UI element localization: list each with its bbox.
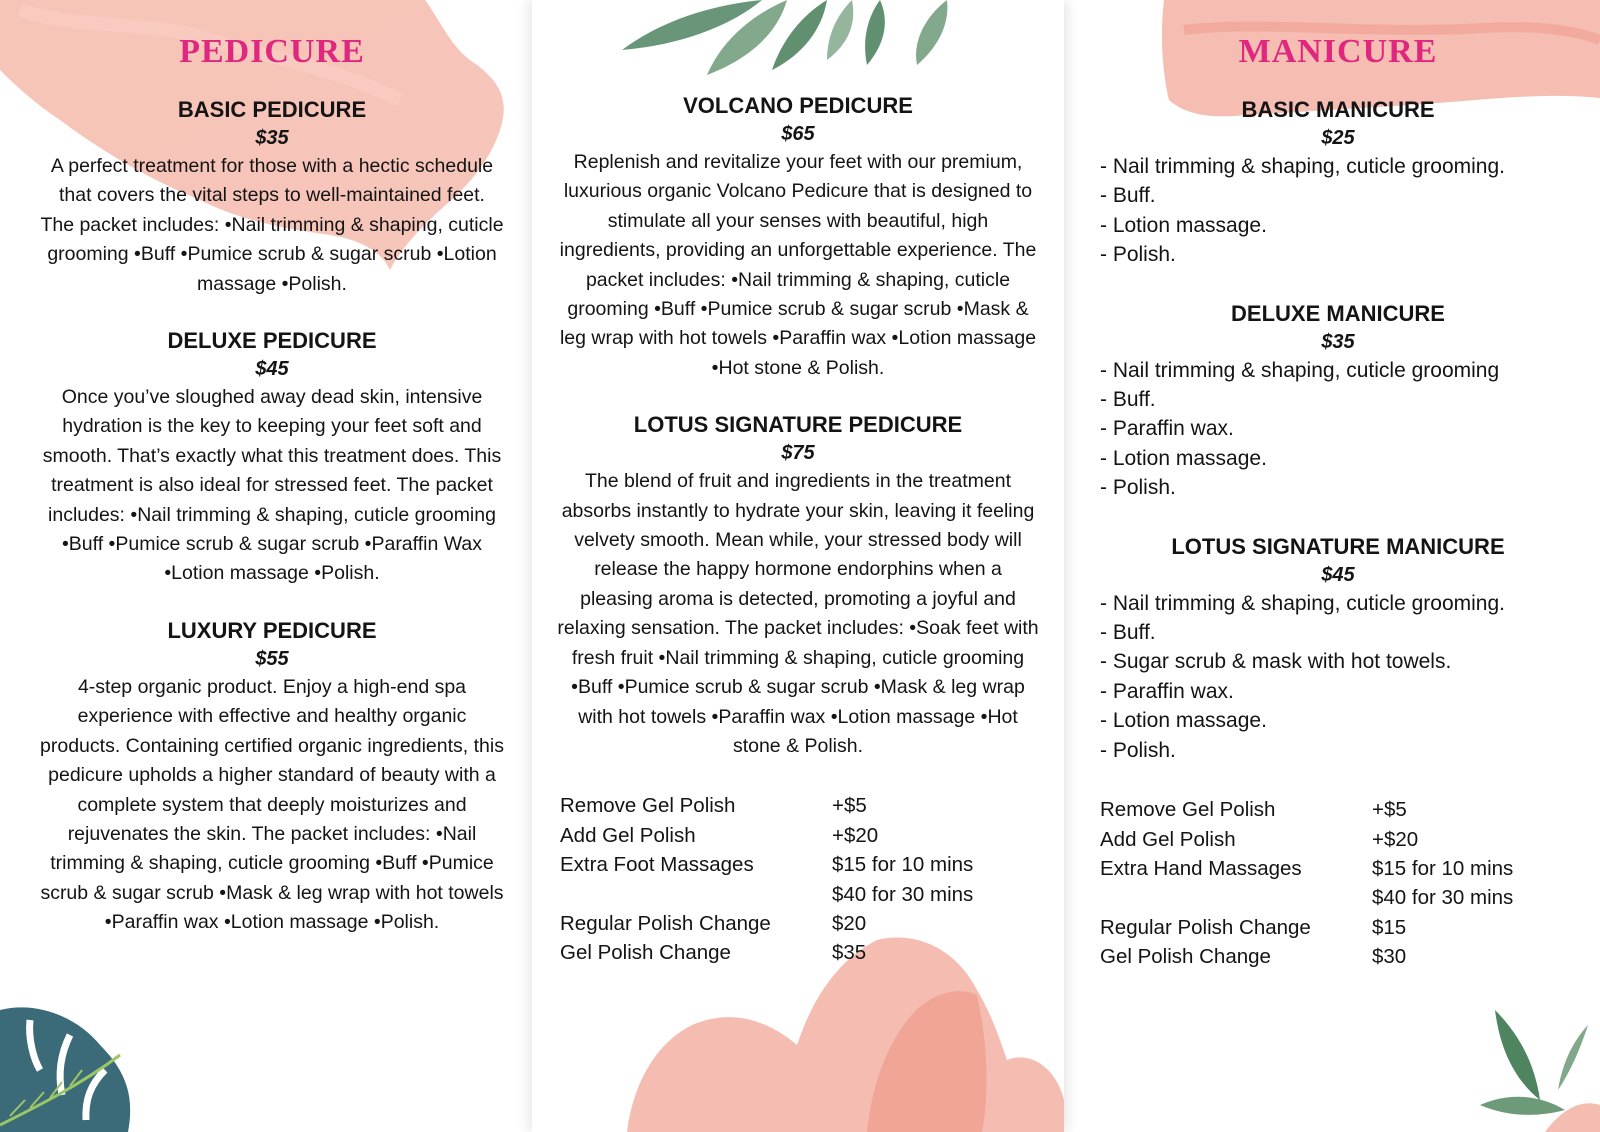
service-basic-pedicure: [40, 96, 504, 299]
addon-label: Remove Gel Polish: [1100, 798, 1276, 822]
service-step: - Buff.: [1100, 184, 1156, 208]
service-price: $45: [255, 358, 289, 381]
service-step: - Lotion massage.: [1100, 213, 1267, 237]
service-name: DELUXE PEDICURE: [167, 328, 377, 354]
service-name: VOLCANO PEDICURE: [683, 93, 913, 118]
section-title-pedicure: PEDICURE: [179, 33, 365, 70]
addon-row: [1100, 854, 1576, 883]
service-steps: [1100, 589, 1576, 765]
addon-label: Gel Polish Change: [560, 941, 731, 965]
addon-price: $35: [832, 941, 867, 965]
service-step: - Buff.: [1100, 388, 1156, 412]
addon-row: [560, 821, 1040, 850]
addon-row: [560, 880, 1040, 909]
section-title-manicure: MANICURE: [1238, 33, 1438, 70]
addon-row: [560, 791, 1040, 820]
addon-row: [1100, 913, 1576, 942]
service-step: - Lotion massage.: [1100, 446, 1267, 470]
addon-row: [1100, 942, 1576, 971]
addon-label: Add Gel Polish: [560, 823, 696, 847]
service-volcano-pedicure: [556, 92, 1040, 383]
service-step: - Polish.: [1100, 738, 1176, 762]
service-price: $25: [1321, 127, 1355, 149]
addon-label: Regular Polish Change: [560, 911, 771, 935]
service-basic-manicure: [1100, 96, 1576, 270]
service-deluxe-manicure: [1100, 300, 1576, 503]
olive-leaves-icon: [1470, 1010, 1600, 1132]
monstera-leaf-icon: [0, 1000, 140, 1132]
addon-list: [556, 791, 1040, 967]
service-step: - Sugar scrub & mask with hot towels.: [1100, 650, 1452, 674]
service-price: $55: [255, 647, 289, 670]
service-price: $35: [255, 127, 289, 149]
middle-panel: [532, 0, 1064, 1132]
addon-label: Extra Foot Massages: [560, 853, 754, 877]
service-step: - Paraffin wax.: [1100, 417, 1234, 441]
addon-price: +$5: [832, 794, 867, 818]
service-step: - Polish.: [1100, 476, 1176, 500]
addon-price: $30: [1372, 945, 1407, 969]
addon-price: $40 for 30 mins: [1372, 886, 1514, 910]
addon-label: Add Gel Polish: [1100, 827, 1236, 851]
manicure-panel: [1064, 0, 1600, 1132]
olive-leaves-icon: [612, 0, 972, 80]
service-description: A perfect treatment for those with a hectic schedule that covers the vital steps to well-maintained feet. The packet includes: •Nail trimming & shaping, cuticle grooming •Buff •Pumice scrub & sugar scrub •Lotion massage •Polish.: [40, 155, 504, 295]
service-price: $35: [1321, 330, 1355, 353]
service-description: The blend of fruit and ingredients in the treatment absorbs instantly to hydrate your skin, leaving it feeling velvety smooth. Mean while, your stressed body will release the happy hormone endorphins when a pleasing aroma is detected, promoting a joyful and relaxing sensation. The packet includes: •Soak feet with fresh fruit •Nail trimming & shaping, cuticle grooming •Buff •Pumice scrub & sugar scrub •Mask & leg wrap with hot towels •Paraffin wax •Lotion massage •Hot stone & Polish.: [557, 470, 1039, 757]
addon-label: [1100, 883, 1372, 912]
service-lotus-signature-pedicure: [556, 411, 1040, 761]
service-steps: [1100, 356, 1576, 503]
addon-label: Extra Hand Massages: [1100, 856, 1302, 880]
addon-price: +$20: [832, 823, 879, 847]
addon-label: Gel Polish Change: [1100, 945, 1271, 969]
addon-price: $15 for 10 mins: [832, 853, 974, 877]
service-price: $65: [781, 123, 815, 145]
addon-list: [1100, 795, 1576, 971]
addon-price: +$20: [1372, 827, 1419, 851]
service-name: BASIC MANICURE: [1241, 97, 1435, 122]
addon-price: $15 for 10 mins: [1372, 856, 1514, 880]
middle-content: [556, 92, 1040, 968]
manicure-content: [1100, 32, 1576, 972]
service-name: DELUXE MANICURE: [1231, 300, 1445, 326]
service-step: - Lotion massage.: [1100, 709, 1267, 733]
service-name: BASIC PEDICURE: [177, 97, 367, 122]
addon-label: [560, 880, 832, 909]
addon-row: [560, 850, 1040, 879]
service-step: - Buff.: [1100, 621, 1156, 645]
service-luxury-pedicure: [40, 617, 504, 938]
addon-row: [1100, 795, 1576, 824]
service-description: 4-step organic product. Enjoy a high-end spa experience with effective and healthy organic products. Containing certified organic ingredients, this pedicure upholds a higher standard of beauty with a complete system that deeply moisturizes and rejuvenates the skin. The packet includes: •Nail trimming & shaping, cuticle grooming •Buff •Pumice scrub & sugar scrub •Mask & leg wrap with hot towels •Paraffin wax •Lotion massage •Polish.: [40, 675, 504, 934]
service-description: Replenish and revitalize your feet with our premium, luxurious organic Volcano Pedicure that is designed to stimulate all your senses with beautiful, high ingredients, providing an unforgettable experience. The packet includes: •Nail trimming & shaping, cuticle grooming •Buff •Pumice scrub & sugar scrub •Mask & leg wrap with hot towels •Paraffin wax •Lotion massage •Hot stone & Polish.: [559, 151, 1037, 379]
service-step: - Nail trimming & shaping, cuticle grooming.: [1100, 155, 1505, 178]
service-price: $45: [1321, 563, 1355, 586]
addon-row: [560, 909, 1040, 938]
addon-price: $20: [832, 911, 867, 935]
service-steps: [1100, 152, 1576, 270]
service-lotus-signature-manicure: [1100, 533, 1576, 765]
service-name: LUXURY PEDICURE: [167, 617, 377, 643]
addon-price: $40 for 30 mins: [832, 882, 974, 906]
pedicure-panel: [0, 0, 532, 1132]
addon-row: [1100, 883, 1576, 912]
pedicure-content: [40, 32, 504, 938]
service-step: - Polish.: [1100, 243, 1176, 267]
addon-price: $15: [1372, 915, 1407, 939]
addon-row: [560, 938, 1040, 967]
addon-row: [1100, 825, 1576, 854]
addon-label: Regular Polish Change: [1100, 915, 1311, 939]
service-deluxe-pedicure: [40, 327, 504, 589]
service-step: - Nail trimming & shaping, cuticle grooming: [1100, 358, 1500, 382]
service-step: - Paraffin wax.: [1100, 679, 1234, 703]
service-description: Once you’ve sloughed away dead skin, intensive hydration is the key to keeping your feet soft and smooth. That’s exactly what this treatment does. This treatment is also ideal for stressed feet. The packet includes: •Nail trimming & shaping, cuticle grooming •Buff •Pumice scrub & sugar scrub •Paraffin Wax •Lotion massage •Polish.: [42, 386, 502, 585]
service-step: - Nail trimming & shaping, cuticle grooming.: [1100, 591, 1505, 615]
addon-price: +$5: [1372, 798, 1407, 822]
service-name: LOTUS SIGNATURE PEDICURE: [633, 412, 963, 438]
service-price: $75: [781, 442, 815, 465]
service-name: LOTUS SIGNATURE MANICURE: [1171, 533, 1505, 559]
addon-label: Remove Gel Polish: [560, 794, 736, 818]
